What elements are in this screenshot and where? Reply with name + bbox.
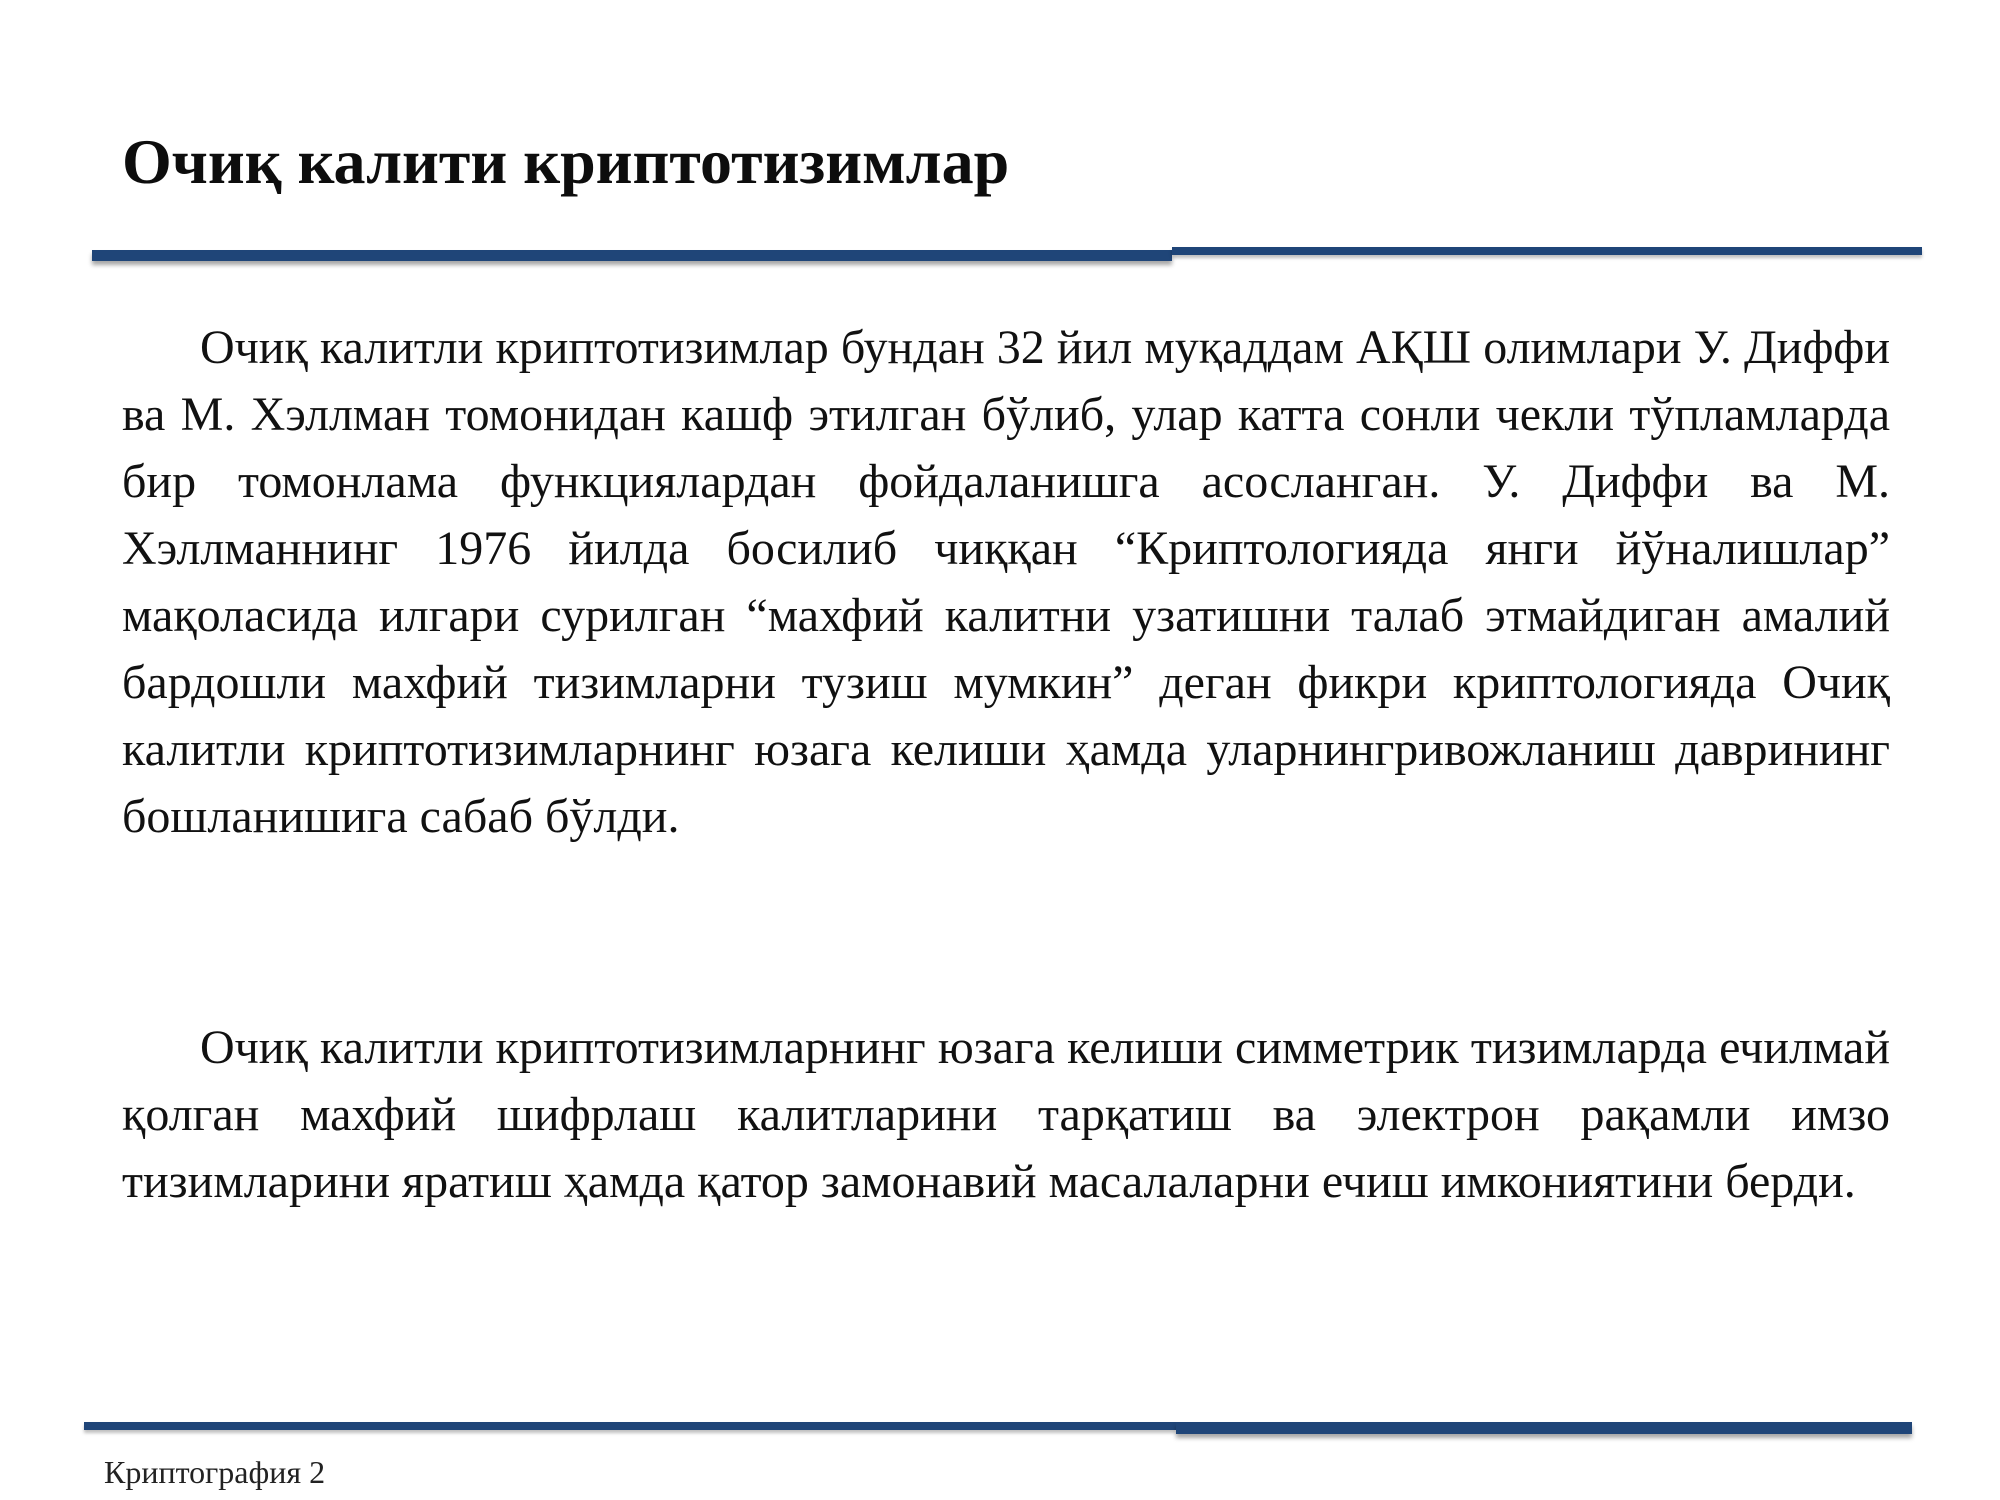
title-divider-right [1172, 247, 1922, 255]
slide-title: Очиқ калити криптотизимлар [122, 126, 1010, 197]
slide-footer: Криптография 2 [104, 1454, 326, 1490]
body-paragraph-2: Очиқ калитли криптотизимларнинг юзага келиши симметрик тизимларда ечилмай қолган махфий шифрлаш калитларини тарқатиш ва электрон рақамли имзо тизимларини яратиш ҳамда қатор замонавий масалаларни ечиш имкониятини берди. [122, 1021, 1890, 1208]
title-divider-left [92, 250, 1172, 261]
body-paragraph-1: Очиқ калитли криптотизимлар бундан 32 йил муқаддам АҚШ олимлари У. Диффи ва М. Хэллман томонидан кашф этилган бўлиб, улар катта сонли чекли тўпламларда бир томонлама функциялардан фойдаланишга асосланган. У. Диффи ва М. Хэллманнинг 1976 йилда босилиб чиққан “Криптологияда янги йўналишлар” мақоласида илгари сурилган “махфий калитни узатишни талаб этмайдиган амалий бардошли махфий тизимларни тузиш мумкин” деган фикри криптологияда Очиқ калитли криптотизимларнинг юзага келиши ҳамда уларнингривожланиш даврининг бошланишига сабаб бўлди. [122, 321, 1890, 843]
footer-divider-left [84, 1422, 1176, 1430]
footer-divider-right [1176, 1422, 1912, 1434]
